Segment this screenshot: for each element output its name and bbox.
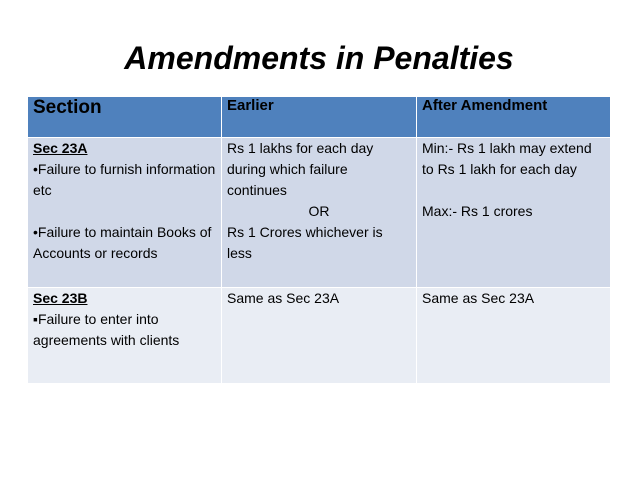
cell-earlier-23b: Same as Sec 23A — [222, 288, 417, 384]
table-row-sec-23a — [28, 138, 611, 288]
earlier-text-part2: Rs 1 Crores whichever is less — [227, 224, 383, 261]
penalties-table — [27, 96, 611, 384]
cell-after-23a — [417, 138, 611, 288]
after-text-max: Max:- Rs 1 crores — [422, 203, 533, 219]
section-item: •Failure to furnish information etc — [33, 161, 216, 198]
earlier-or-connector: OR — [308, 203, 330, 219]
table-row-sec-23b — [28, 288, 611, 384]
section-code: Sec 23B — [33, 290, 88, 306]
cell-section-23b — [28, 288, 222, 384]
table-header-row — [28, 97, 611, 138]
section-item: •Failure to maintain Books of Accounts or records — [33, 224, 212, 261]
header-section: Section — [28, 97, 222, 138]
slide-title: Amendments in Penalties — [124, 40, 514, 76]
after-text-min: Min:- Rs 1 lakh may extend to Rs 1 lakh for each day — [422, 140, 592, 177]
section-code: Sec 23A — [33, 140, 88, 156]
cell-section-23a — [28, 138, 222, 288]
header-after-amendment: After Amendment — [417, 97, 611, 138]
header-earlier: Earlier — [222, 97, 417, 138]
cell-after-23b: Same as Sec 23A — [417, 288, 611, 384]
earlier-text-part1: Rs 1 lakhs for each day during which failure continues — [227, 140, 374, 198]
cell-earlier-23a — [222, 138, 417, 288]
section-item: ▪Failure to enter into agreements with clients — [33, 311, 180, 348]
